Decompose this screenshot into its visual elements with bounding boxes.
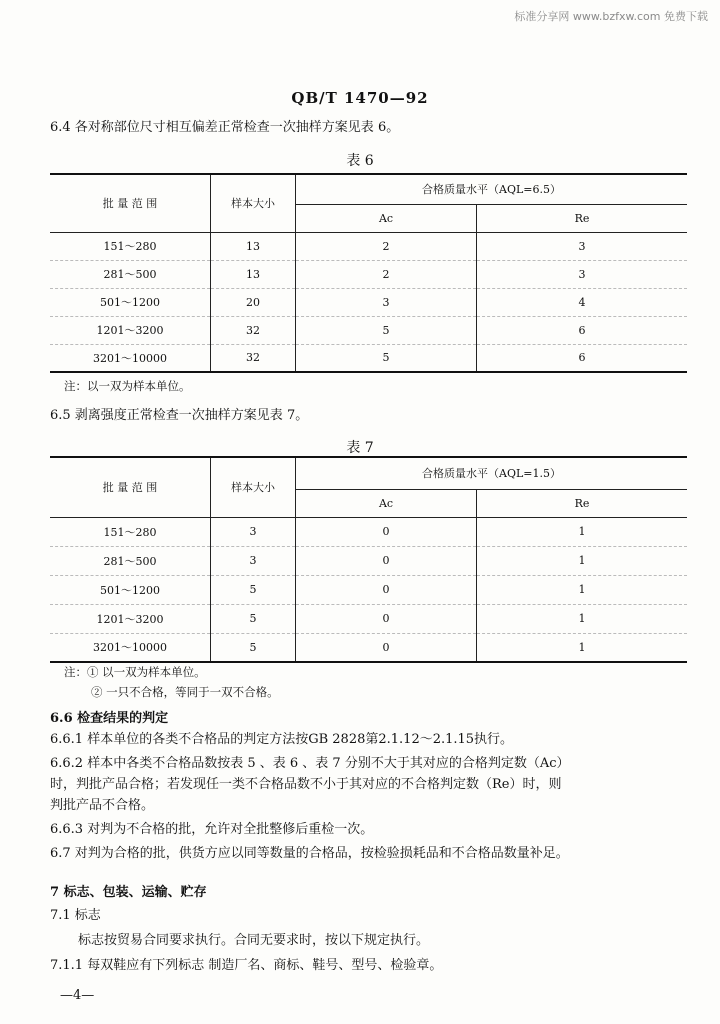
table-6-header-re: Re xyxy=(477,204,688,232)
batch-range-cell: 501～1200 xyxy=(50,575,211,604)
sample-size-cell: 3 xyxy=(211,517,296,546)
sample-size-cell: 32 xyxy=(211,344,296,372)
clause-6-6-3: 6.6.3 对判为不合格的批，允许对全批整修后重检一次。 xyxy=(50,822,374,837)
table-7-note-2: ② 一只不合格，等同于一双不合格。 xyxy=(91,685,279,699)
ac-cell: 2 xyxy=(296,232,477,260)
table-7-header-re: Re xyxy=(477,489,688,517)
re-cell: 1 xyxy=(578,640,586,654)
batch-range-cell: 151～280 xyxy=(50,517,211,546)
table-6-header-aql: 合格质量水平（AQL=6.5） xyxy=(296,174,688,204)
batch-range-cell: 151～280 xyxy=(50,232,211,260)
table-7-note-1: 注：① 以一双为样本单位。 xyxy=(64,665,206,679)
table-6-header-ac: Ac xyxy=(296,204,477,232)
clause-6-6-2-line-3: 判批产品不合格。 xyxy=(50,798,155,813)
table-row xyxy=(50,517,687,546)
ac-cell: 3 xyxy=(296,288,477,316)
table-7-header-ac: Ac xyxy=(296,489,477,517)
sample-size-cell: 13 xyxy=(211,232,296,260)
re-cell: 6 xyxy=(578,351,586,365)
batch-range-cell: 281～500 xyxy=(50,260,211,288)
table-7-header-sample: 样本大小 xyxy=(211,457,296,517)
table-6-caption: 表 6 xyxy=(346,153,374,169)
sample-size-cell: 3 xyxy=(211,546,296,575)
sample-size-cell: 32 xyxy=(211,316,296,344)
clause-6-6-1: 6.6.1 样本单位的各类不合格品的判定方法按GB 2828第2.1.12～2.1.15执行。 xyxy=(50,732,514,747)
batch-range-cell: 281～500 xyxy=(50,546,211,575)
re-cell: 3 xyxy=(477,232,688,260)
sample-size-cell: 20 xyxy=(211,288,296,316)
page-number: —4— xyxy=(60,988,95,1003)
table-6-header-batch: 批 量 范 围 xyxy=(50,174,211,232)
sample-size-cell: 5 xyxy=(211,575,296,604)
ac-cell: 0 xyxy=(296,633,477,662)
table-row xyxy=(50,288,687,316)
re-cell: 1 xyxy=(477,546,688,575)
table-6-header-sample: 样本大小 xyxy=(211,174,296,232)
table-7-caption: 表 7 xyxy=(346,440,374,456)
re-cell: 3 xyxy=(477,260,688,288)
ac-cell: 5 xyxy=(296,344,477,372)
batch-range-cell: 1201～3200 xyxy=(50,316,211,344)
ac-cell: 0 xyxy=(296,604,477,633)
ac-cell: 0 xyxy=(296,517,477,546)
standard-code-header: QB/T 1470—92 xyxy=(291,89,429,107)
batch-range-cell: 3201～10000 xyxy=(50,633,211,662)
batch-range-cell: 1201～3200 xyxy=(50,604,211,633)
table-7-header-aql: 合格质量水平（AQL=1.5） xyxy=(296,457,688,489)
watermark: 标准分享网 www.bzfxw.com 免费下载 xyxy=(514,10,708,23)
sample-size-cell: 5 xyxy=(211,633,296,662)
table-row xyxy=(50,575,687,604)
ac-cell: 5 xyxy=(296,316,477,344)
ac-cell: 2 xyxy=(296,260,477,288)
clause-6-7: 6.7 对判为合格的批，供货方应以同等数量的合格品，按检验损耗品和不合格品数量补足。 xyxy=(50,846,569,861)
table-row xyxy=(50,604,687,633)
sample-size-cell: 13 xyxy=(211,260,296,288)
clause-6-6-2-line-1: 6.6.2 样本中各类不合格品数按表 5 、表 6 、表 7 分别不大于其对应的合格判定数（Ac） xyxy=(50,756,570,771)
sample-size-cell: 5 xyxy=(211,604,296,633)
re-cell: 1 xyxy=(477,517,688,546)
clause-7-1-body: 标志按贸易合同要求执行。合同无要求时，按以下规定执行。 xyxy=(78,933,430,948)
ac-cell: 0 xyxy=(296,546,477,575)
clause-7-1-1: 7.1.1 每双鞋应有下列标志 制造厂名、商标、鞋号、型号、检验章。 xyxy=(50,958,443,973)
table-row xyxy=(50,633,687,662)
table-row xyxy=(50,344,687,372)
batch-range-cell: 501～1200 xyxy=(50,288,211,316)
re-cell: 6 xyxy=(477,316,688,344)
table-row xyxy=(50,232,687,260)
batch-range-cell: 3201～10000 xyxy=(50,344,211,372)
ac-cell: 0 xyxy=(296,575,477,604)
clause-6-6-2-line-2: 时，判批产品合格；若发现任一类不合格品数不小于其对应的不合格判定数（Re）时，则 xyxy=(50,777,562,792)
table-6 xyxy=(50,173,687,373)
re-cell: 1 xyxy=(477,575,688,604)
table-6-note: 注：以一双为样本单位。 xyxy=(64,379,191,393)
clause-6-6-heading: 6.6 检查结果的判定 xyxy=(50,711,169,726)
table-7-header-batch: 批 量 范 围 xyxy=(50,457,211,517)
clause-6-5: 6.5 剥离强度正常检查一次抽样方案见表 7。 xyxy=(50,408,309,423)
table-row xyxy=(50,546,687,575)
clause-6-4: 6.4 各对称部位尺寸相互偏差正常检查一次抽样方案见表 6。 xyxy=(50,120,400,135)
table-7 xyxy=(50,456,687,663)
section-7-heading: 7 标志、包装、运输、贮存 xyxy=(50,885,207,900)
table-row xyxy=(50,260,687,288)
clause-7-1-heading: 7.1 标志 xyxy=(50,908,101,923)
re-cell: 1 xyxy=(477,604,688,633)
re-cell: 4 xyxy=(477,288,688,316)
table-row xyxy=(50,316,687,344)
